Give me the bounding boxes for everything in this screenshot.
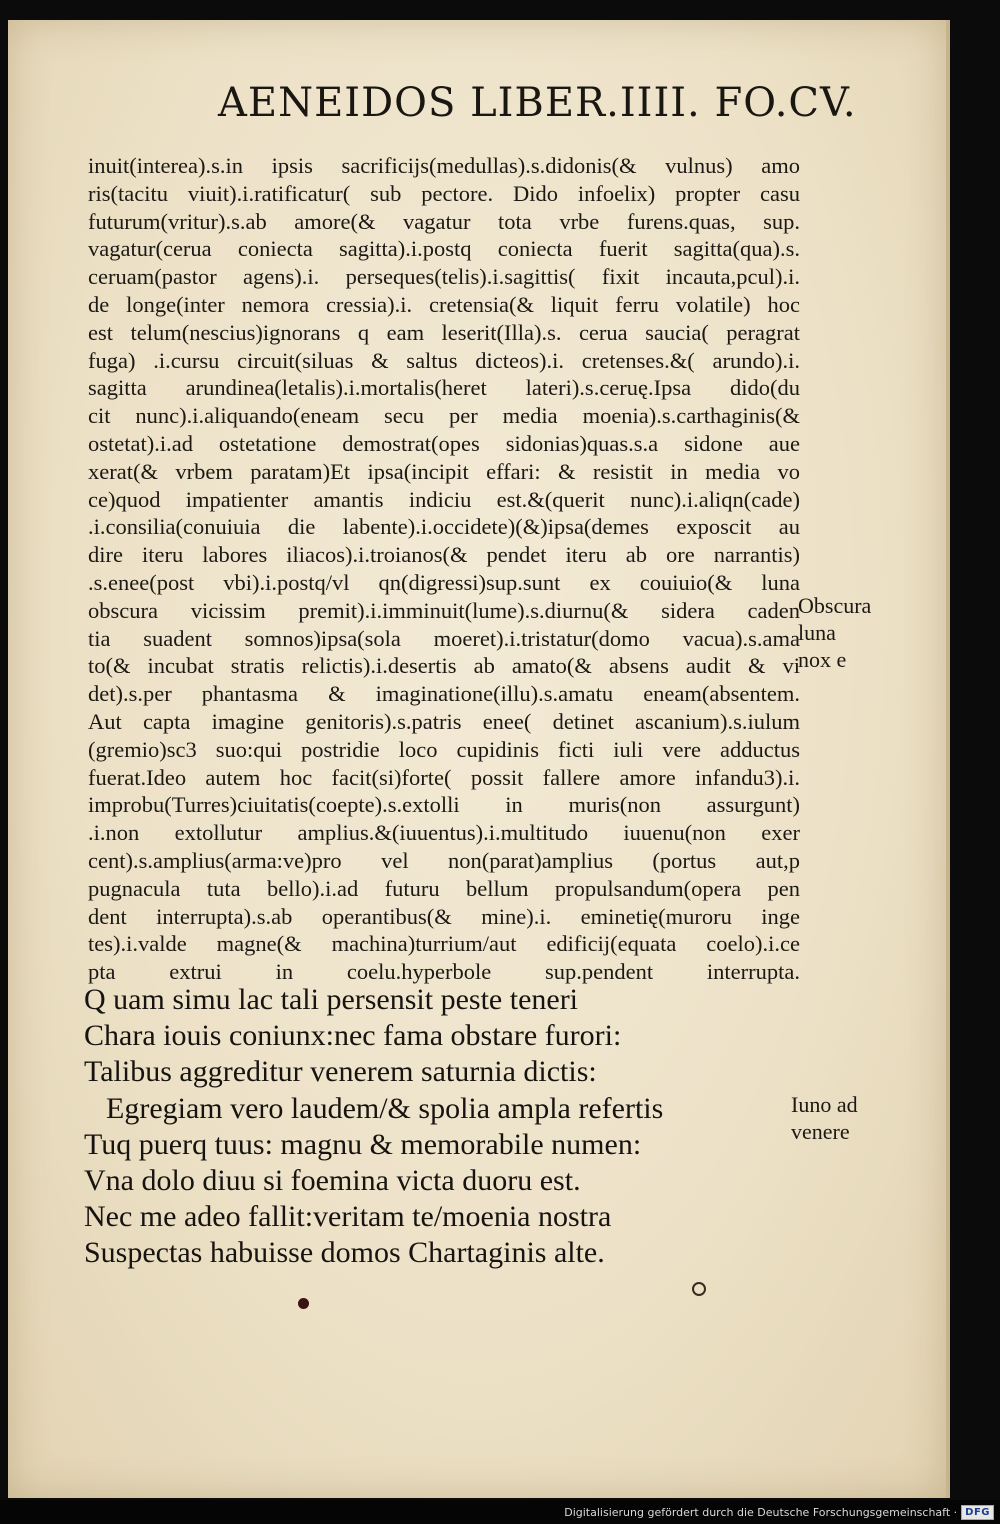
commentary-line: pta extrui in coelu.hyperbole sup.pendent interrupta. [88, 959, 800, 985]
commentary-line: Aut capta imagine genitoris).s.patris enee( detinet ascanium).s.iulum [88, 708, 800, 734]
digitization-credit [564, 1502, 994, 1522]
commentary-line: vagatur(cerua coniecta sagitta).i.postq coniecta fuerit sagitta(qua).s. [88, 236, 800, 262]
commentary-line: pugnacula tuta bello).i.ad futuru bellum propulsandum(opera pen [88, 875, 800, 901]
commentary-line: inuit(interea).s.in ipsis sacrificijs(medullas).s.didonis(& vulnus) amo [88, 153, 800, 178]
verse-line: Tuq puerq tuus: magnu & memorabile numen: [84, 1127, 642, 1161]
commentary-line: to(& incubat stratis relictis).i.desertis ab amato(& absens audit & vi [88, 653, 800, 679]
commentary-line: cit nunc).i.aliquando(eneam secu per media moenia).s.carthaginis(& [88, 403, 800, 429]
verse-line: Suspectas habuisse domos Chartaginis alte. [84, 1236, 605, 1270]
commentary-line: ce)quod impatienter amantis indiciu est.&(querit nunc).i.aliqn(cade) [88, 486, 800, 512]
verse-line: Egregiam vero laudem/& spolia ampla refertis [106, 1091, 664, 1125]
commentary-line: (gremio)sc3 suo:qui postridie loco cupidinis ficti iuli vere adductus [88, 736, 800, 762]
credit-text: Digitalisierung gefördert durch die Deutsche Forschungsgemeinschaft · [564, 1505, 958, 1519]
book-page [8, 20, 950, 1498]
commentary-line: ceruam(pastor agens).i. perseques(telis).i.sagittis( fixit incauta,pcul).i. [88, 264, 800, 290]
margin-note-iuno [791, 1091, 858, 1145]
commentary-line: fuga) .i.cursu circuit(siluas & saltus dicteos).i. cretenses.&( arundo).i. [88, 347, 800, 373]
verse-line: Chara iouis coniunx:nec fama obstare furori: [84, 1019, 622, 1053]
commentary-line: sagitta arundinea(letalis).i.mortalis(heret lateri).s.ceruę.Ipsa dido(du [88, 375, 800, 401]
ink-ring-mark [692, 1282, 706, 1296]
commentary-line: futurum(vritur).s.ab amore(& vagatur tota vrbe furens.quas, sup. [88, 208, 800, 234]
margin-note-line: Iuno ad [791, 1092, 858, 1117]
verse-line: Talibus aggreditur venerem saturnia dictis: [84, 1055, 597, 1089]
commentary-line: det).s.per phantasma & imaginatione(illu).s.amatu eneam(absentem. [88, 681, 800, 707]
commentary-line: est telum(nescius)ignorans q eam leserit(Illa).s. cerua saucia( peragrat [88, 319, 800, 345]
commentary-line: dent interrupta).s.ab operantibus(& mine).i. eminetię(muroru inge [88, 903, 800, 929]
verse-line: Vna dolo diuu si foemina victa duoru est. [84, 1163, 581, 1197]
commentary-line: cent).s.amplius(arma:ve)pro vel non(parat)amplius (portus aut,p [88, 847, 800, 873]
commentary-line: ris(tacitu viuit).i.ratificatur( sub pectore. Dido infoelix) propter casu [88, 180, 800, 206]
commentary-line: .s.enee(post vbi).i.postq/vl qn(digressi)sup.sunt ex couiuio(& luna [88, 569, 800, 595]
margin-note-obscura [798, 592, 871, 673]
margin-note-line: nox e [798, 647, 847, 672]
verse-line: Q uam simu lac tali persensit peste teneri [84, 983, 579, 1016]
commentary-line: xerat(& vrbem paratam)Et ipsa(incipit effari: & resistit in media vo [88, 458, 800, 484]
commentary-line: tia suadent somnos)ipsa(sola moeret).i.tristatur(domo vacua).s.ama [88, 625, 800, 651]
commentary-line: de longe(inter nemora cressia).i. cretensia(& liquit ferru volatile) hoc [88, 291, 800, 317]
commentary-block [88, 152, 800, 986]
commentary-line: dire iteru labores iliacos).i.troianos(& pendet iteru ab ore narrantis) [88, 542, 800, 568]
commentary-line: tes).i.valde magne(& machina)turrium/aut edificij(equata coelo).i.ce [88, 931, 800, 957]
commentary-line: improbu(Turres)ciuitatis(coepte).s.extolli in muris(non assurgunt) [88, 792, 800, 818]
running-title: AENEIDOS LIBER.IIII. FO.CV. [218, 80, 857, 126]
commentary-line: ostetat).i.ad ostetatione demostrat(opes sidonias)quas.s.a sidone aue [88, 430, 800, 456]
margin-note-line: luna [798, 620, 836, 645]
commentary-line: .i.non extollutur amplius.&(iuuentus).i.multitudo iuuenu(non exer [88, 820, 800, 846]
margin-note-line: Obscura [798, 593, 872, 618]
margin-note-line: venere [791, 1119, 850, 1144]
commentary-line: fuerat.Ideo autem hoc facit(si)forte( possit fallere amore infandu3).i. [88, 764, 800, 790]
commentary-line: obscura vicissim premit).i.imminuit(lume).s.diurnu(& sidera caden [88, 597, 800, 623]
commentary-line: .i.consilia(conuiuia die labente).i.occidete)(&)ipsa(demes exposcit au [88, 514, 800, 540]
ink-spot [298, 1298, 309, 1309]
verse-line: Nec me adeo fallit:veritam te/moenia nostra [84, 1200, 612, 1234]
dfg-logo: DFG [961, 1505, 994, 1520]
verse-block [84, 982, 784, 1272]
